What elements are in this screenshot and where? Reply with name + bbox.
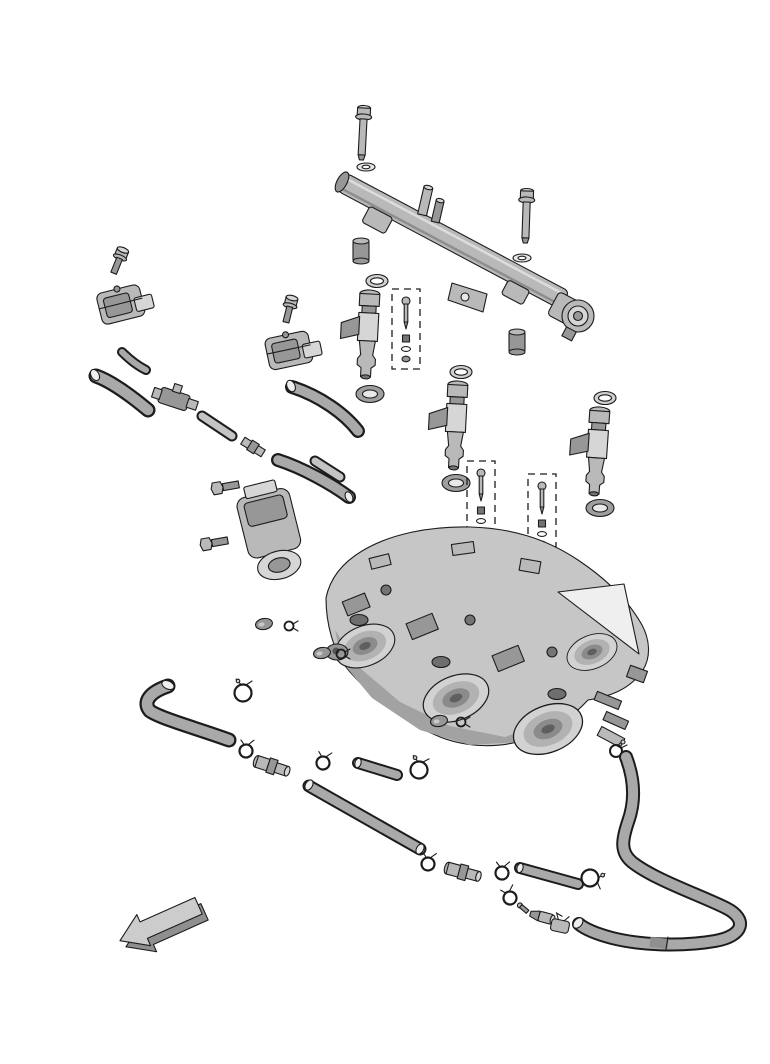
fuel-injector (567, 405, 610, 496)
pin-32 (516, 902, 529, 914)
washer (513, 254, 531, 262)
nipple-21 (240, 436, 266, 458)
injector-oring-top (366, 275, 388, 288)
sensor (95, 278, 156, 325)
hose-26 (303, 778, 426, 855)
injector-oring-top (450, 366, 472, 379)
tps-sensor (233, 477, 309, 585)
spacer (509, 329, 525, 355)
sensor-bolt (279, 294, 299, 324)
grommet (255, 617, 274, 631)
injector-oring-top (594, 392, 616, 405)
washer (357, 163, 375, 171)
hose-24b (516, 863, 578, 884)
joint-19 (151, 378, 202, 414)
rail-bolt (353, 105, 372, 160)
injector-port (432, 657, 450, 668)
hose-clamp (235, 679, 253, 702)
fuel-injector (338, 289, 380, 380)
hose-24a (354, 758, 397, 775)
rail-bolt (517, 188, 535, 243)
wire-clamp (285, 621, 299, 631)
seal-kit-box (392, 289, 420, 369)
hose-clamp-small (500, 885, 518, 906)
injector-port (350, 615, 368, 626)
hose-clamp (580, 868, 605, 889)
injector-seal-bottom (586, 500, 614, 517)
tps-bolt (199, 534, 229, 551)
hose-29 (571, 757, 740, 949)
sensor (263, 325, 323, 370)
hose-clamp (410, 755, 429, 779)
throttle-body (326, 527, 649, 764)
hose-clamp-small (494, 860, 510, 880)
hose-clamp-small (315, 750, 333, 771)
injector-seal-bottom (356, 386, 384, 403)
fwd-arrow-icon (113, 889, 211, 964)
hose-7 (285, 379, 358, 431)
injector-port (548, 689, 566, 700)
hose-17 (89, 368, 148, 410)
sensor-bolt (107, 245, 130, 276)
hose-joint (252, 753, 292, 779)
tube-20a (202, 416, 232, 436)
hose-clamp-small (238, 738, 255, 759)
grommet (313, 646, 332, 660)
hose-joint (443, 860, 483, 884)
hose-25 (147, 679, 229, 740)
fuel-injector (426, 380, 468, 471)
hose-18 (122, 352, 146, 370)
spacer (353, 238, 369, 264)
injector-seal-bottom (442, 475, 470, 492)
tps-bolt (210, 478, 240, 495)
